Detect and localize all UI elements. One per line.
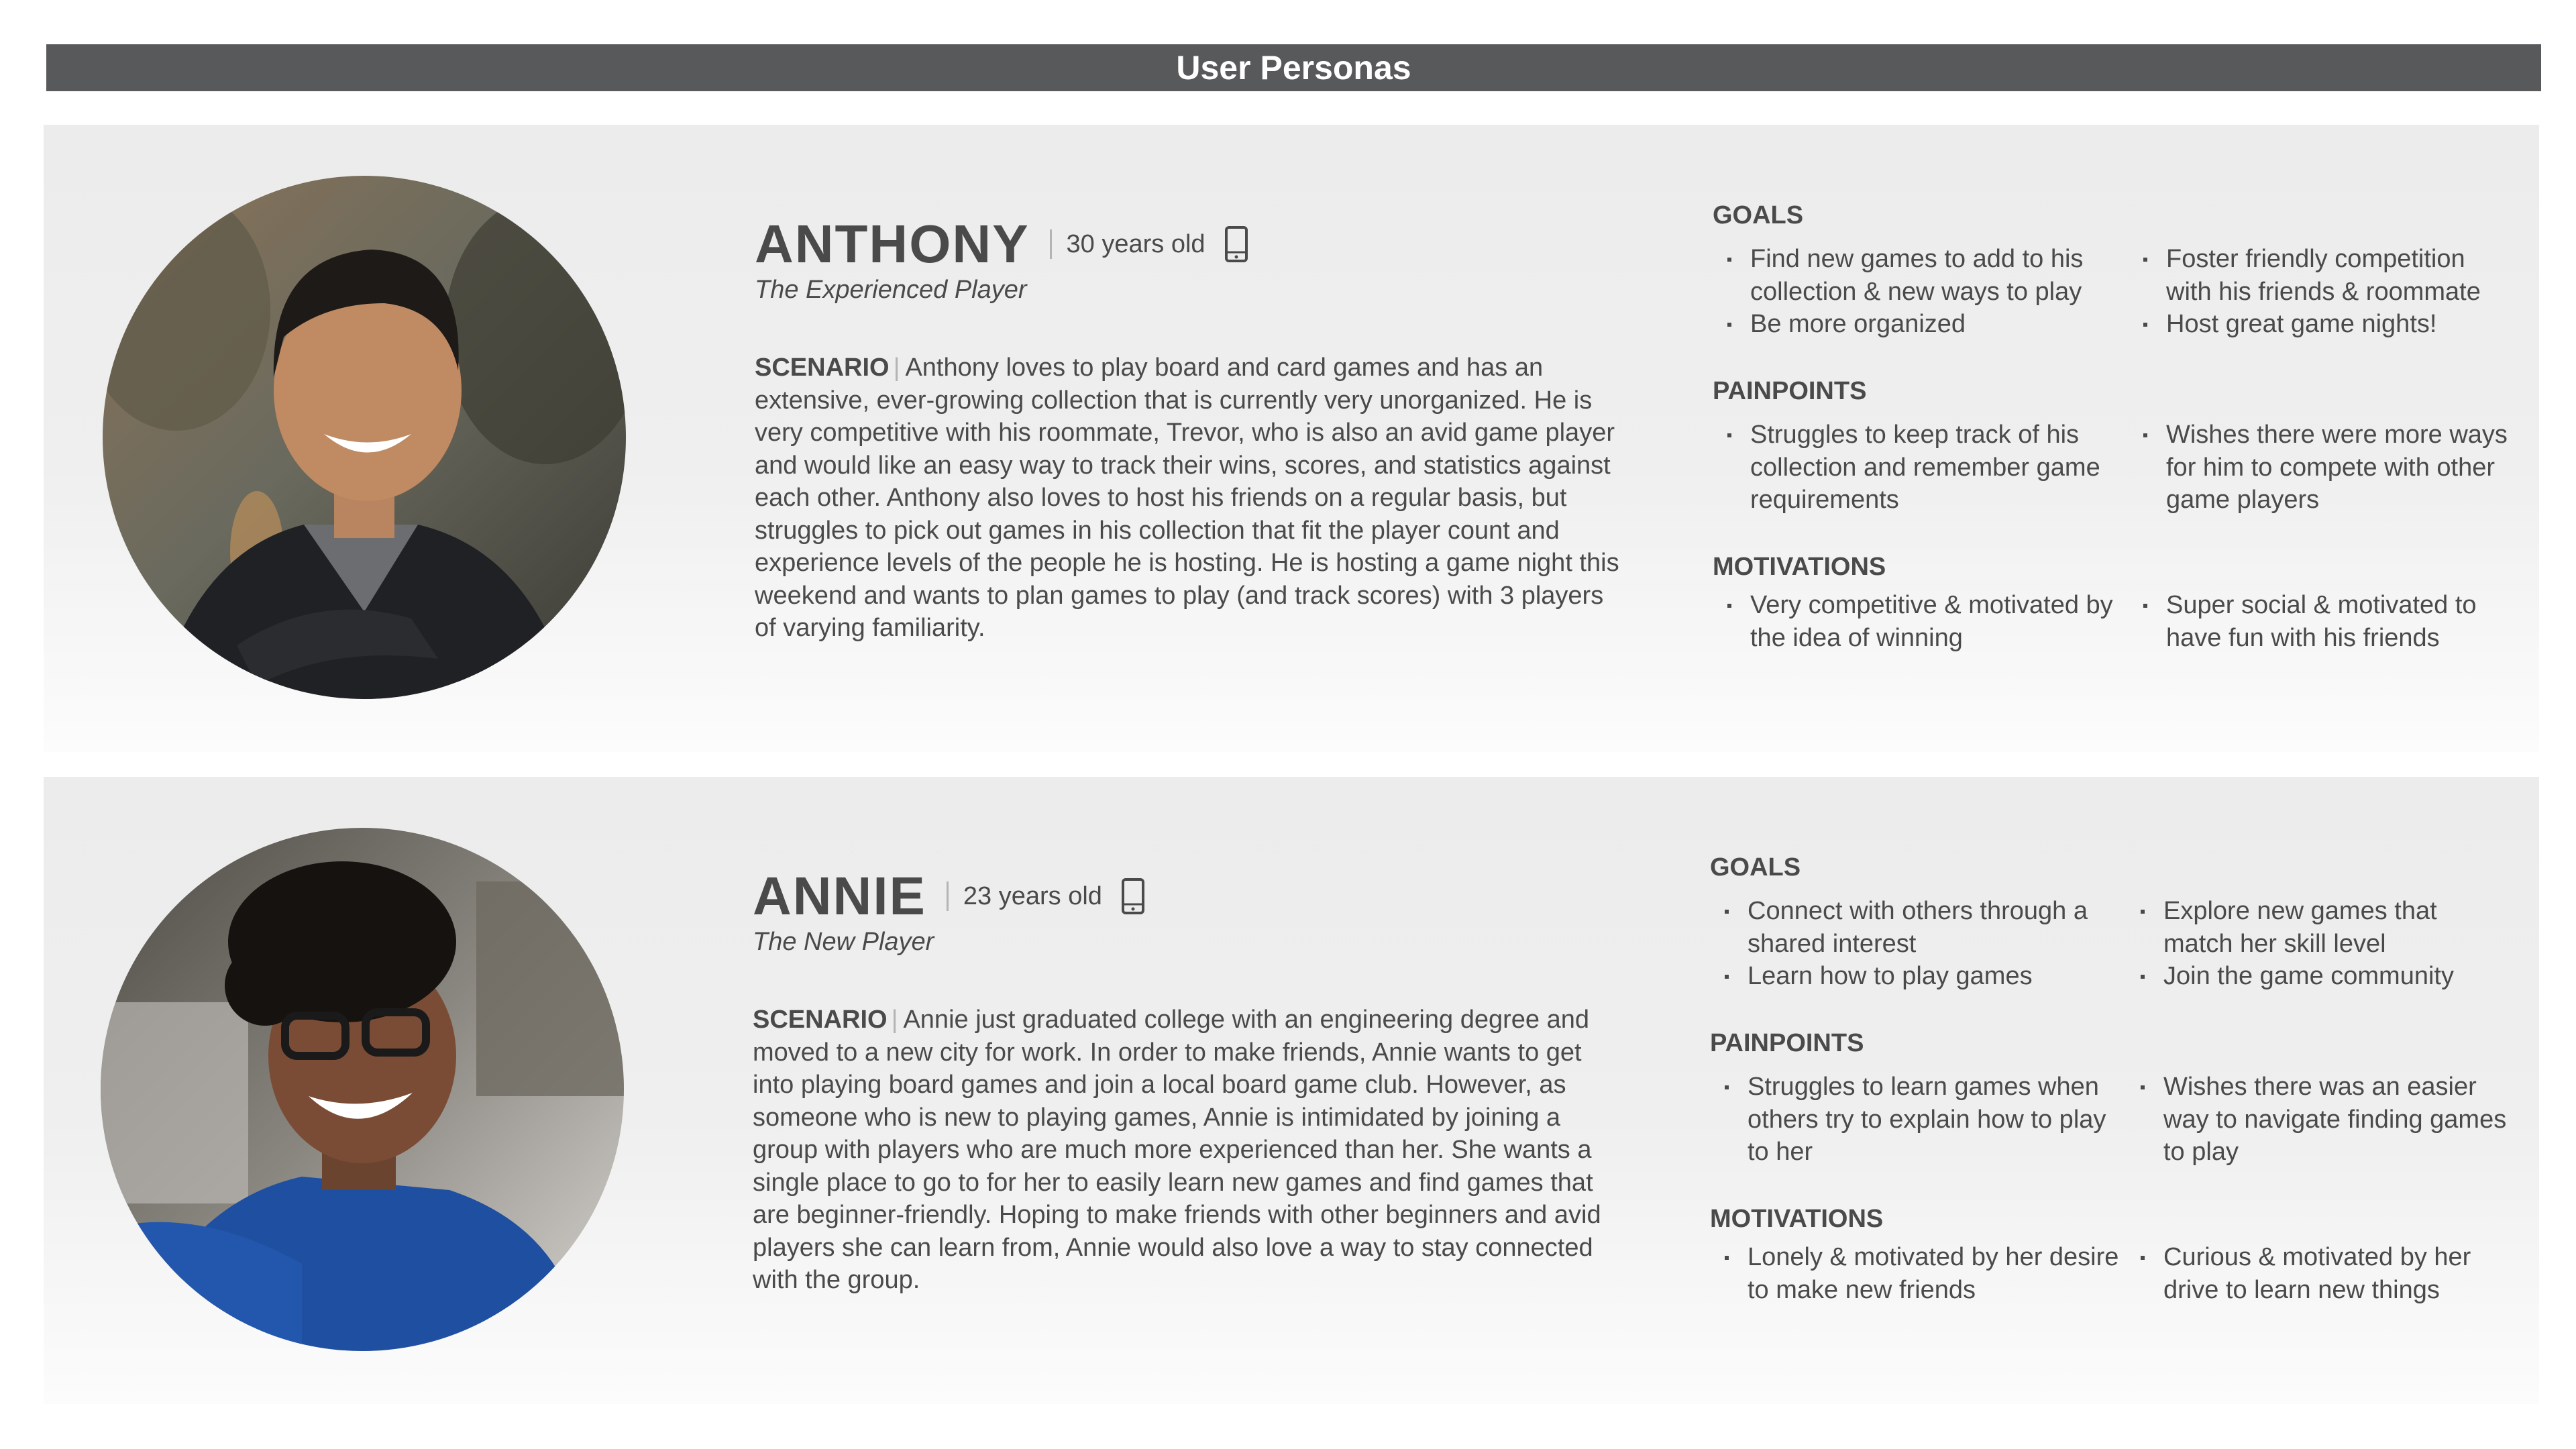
- scenario-text: Anthony loves to play board and card games and has an extensive, ever-growing collection that is currently very unorganized. He is very competitive with his roommate, Trevor, who is also an avid game player and would like an easy way to track their wins, scores, and statistics against each other. Anthony also loves to host his friends on a regular basis, but struggles to pick out games in his collection that fit the player count and experience levels of the people he is hosting. He is hosting a game night this weekend and wants to plan games to play (and track scores) with 3 players of varying familiarity.: [755, 354, 1619, 642]
- scenario-paragraph: [755, 352, 1620, 645]
- list-item: Very competitive & motivated by the idea of winning: [1721, 589, 2123, 654]
- list-item: Find new games to add to his collection & new ways to play: [1721, 243, 2123, 308]
- painpoints-list-right: [2137, 419, 2512, 517]
- mobile-phone-icon: [1224, 225, 1248, 263]
- list-item: Foster friendly competition with his friends & roommate: [2137, 243, 2512, 308]
- goals-list-right: [2134, 895, 2510, 993]
- list-item: Lonely & motivated by her desire to make new friends: [1718, 1241, 2121, 1306]
- list-item: Host great game nights!: [2137, 308, 2512, 341]
- motivations-list-left: [1721, 589, 2123, 654]
- persona-age: 23 years old: [963, 881, 1102, 910]
- page-title: User Personas: [46, 44, 2541, 91]
- persona-card-annie: [44, 777, 2539, 1404]
- persona-name: ANTHONY: [755, 214, 1030, 274]
- list-item: Be more organized: [1721, 308, 2123, 341]
- persona-tagline: The New Player: [753, 928, 934, 956]
- list-item: Wishes there were more ways for him to compete with other game players: [2137, 419, 2512, 517]
- list-item: Connect with others through a shared interest: [1718, 895, 2121, 960]
- divider: |: [893, 354, 900, 382]
- list-item: Learn how to play games: [1718, 960, 2121, 993]
- goals-list-right: [2137, 243, 2512, 341]
- list-item: Join the game community: [2134, 960, 2510, 993]
- goals-list-left: [1718, 895, 2121, 993]
- scenario-label: SCENARIO: [755, 354, 890, 382]
- persona-name: ANNIE: [753, 866, 926, 926]
- persona-photo: [103, 176, 626, 699]
- motivations-list-right: [2134, 1241, 2510, 1306]
- scenario-text: Annie just graduated college with an engineering degree and moved to a new city for work. In order to make friends, Annie wants to get into playing board games and join a local board game club. However, as someone who is new to playing games, Annie is intimidated by joining a group with players who are much more experienced than her. She wants a single place to go to for her to easily learn new games and find games that are beginner-friendly. Hoping to make friends with other beginners and avid players she can learn from, Annie would also love a way to stay connected with the group.: [753, 1006, 1601, 1294]
- persona-age: 30 years old: [1066, 229, 1205, 258]
- painpoints-list-left: [1718, 1071, 2121, 1169]
- goals-list-left: [1721, 243, 2123, 341]
- mobile-phone-icon: [1121, 877, 1145, 915]
- divider: [1050, 229, 1052, 259]
- motivations-heading: MOTIVATIONS: [1710, 1205, 1884, 1233]
- scenario-paragraph: [753, 1004, 1625, 1297]
- painpoints-heading: PAINPOINTS: [1713, 377, 1867, 405]
- motivations-list-left: [1718, 1241, 2121, 1306]
- persona-header: [753, 863, 1145, 930]
- motivations-heading: MOTIVATIONS: [1713, 553, 1886, 581]
- list-item: Wishes there was an easier way to navigate finding games to play: [2134, 1071, 2510, 1169]
- list-item: Explore new games that match her skill level: [2134, 895, 2510, 960]
- goals-heading: GOALS: [1710, 853, 1801, 881]
- goals-heading: GOALS: [1713, 201, 1804, 229]
- painpoints-list-right: [2134, 1071, 2510, 1169]
- divider: |: [891, 1006, 898, 1034]
- divider: [947, 881, 949, 911]
- list-item: Curious & motivated by her drive to learn new things: [2134, 1241, 2510, 1306]
- persona-photo: [101, 828, 624, 1351]
- list-item: Struggles to learn games when others try to explain how to play to her: [1718, 1071, 2121, 1169]
- persona-tagline: The Experienced Player: [755, 276, 1027, 304]
- scenario-label: SCENARIO: [753, 1006, 888, 1034]
- persona-card-anthony: [44, 125, 2539, 752]
- painpoints-list-left: [1721, 419, 2123, 517]
- list-item: Super social & motivated to have fun with his friends: [2137, 589, 2512, 654]
- persona-header: [755, 211, 1248, 278]
- painpoints-heading: PAINPOINTS: [1710, 1029, 1864, 1057]
- motivations-list-right: [2137, 589, 2512, 654]
- list-item: Struggles to keep track of his collection and remember game requirements: [1721, 419, 2123, 517]
